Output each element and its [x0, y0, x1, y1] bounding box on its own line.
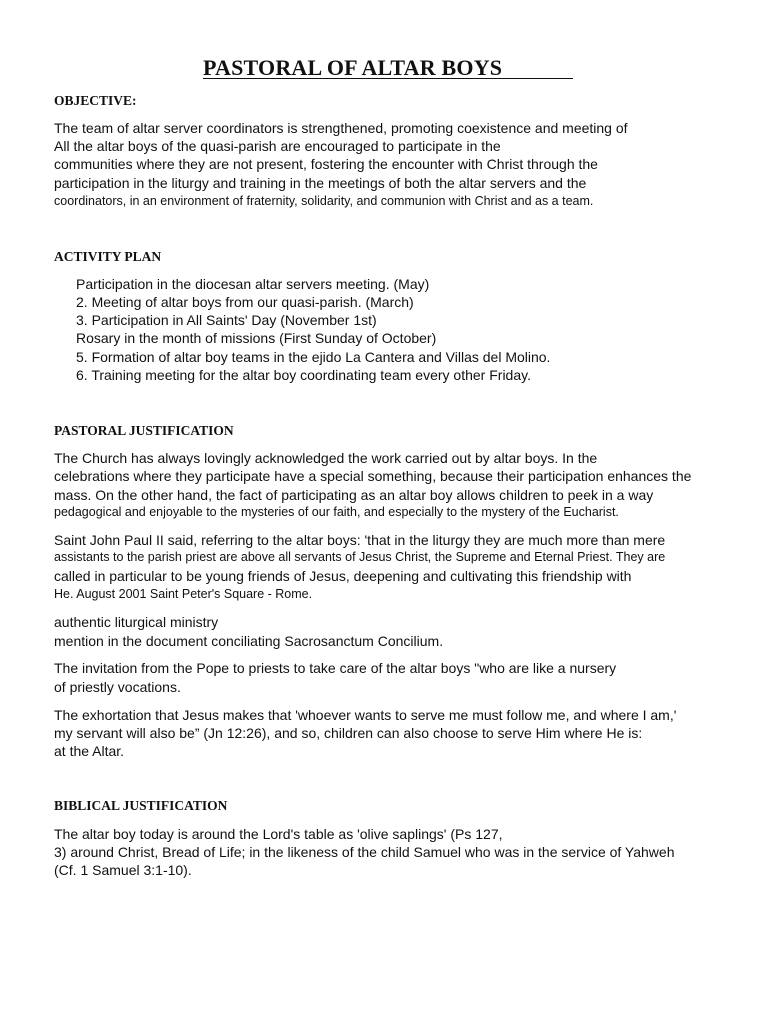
activity-item: 2. Meeting of altar boys from our quasi-parish. (March) [76, 294, 414, 310]
activity-item: 3. Participation in All Saints' Day (November 1st) [76, 312, 377, 328]
pastoral-line: Saint John Paul II said, referring to the altar boys: 'that in the liturgy they are much more than mere [54, 532, 666, 548]
pastoral-line: mass. On the other hand, the fact of participating as an altar boy allows children to peek in a way [54, 487, 654, 503]
pastoral-line: The exhortation that Jesus makes that 'whoever wants to serve me must follow me, and where I am,' [54, 707, 677, 723]
objective-line: All the altar boys of the quasi-parish are encouraged to participate in the [54, 138, 501, 154]
pastoral-line: He. August 2001 Saint Peter's Square - Rome. [54, 587, 313, 601]
objective-heading: OBJECTIVE: [54, 93, 137, 108]
objective-line: coordinators, in an environment of fraternity, solidarity, and communion with Christ and as a team. [54, 194, 594, 208]
objective-line: communities where they are not present, fostering the encounter with Christ through the [54, 156, 598, 172]
pastoral-line: celebrations where they participate have a special something, because their participation enhances the [54, 468, 692, 484]
biblical-line: The altar boy today is around the Lord's table as 'olive saplings' (Ps 127, [54, 826, 503, 842]
pastoral-line: of priestly vocations. [54, 679, 181, 695]
pastoral-line: The invitation from the Pope to priests to take care of the altar boys "who are like a nursery [54, 660, 617, 676]
pastoral-line: at the Altar. [54, 743, 125, 759]
pastoral-line: The Church has always lovingly acknowledged the work carried out by altar boys. In the [54, 450, 598, 466]
pastoral-line: called in particular to be young friends of Jesus, deepening and cultivating this friendship with [54, 568, 632, 584]
activity-item: Rosary in the month of missions (First Sunday of October) [76, 330, 437, 346]
pastoral-line: assistants to the parish priest are above all servants of Jesus Christ, the Supreme and Eternal Priest. They are [54, 550, 666, 564]
objective-line: The team of altar server coordinators is strengthened, promoting coexistence and meeting of [54, 120, 628, 136]
pastoral-line: authentic liturgical ministry [54, 614, 219, 630]
document-title: PASTORAL OF ALTAR BOYS [203, 55, 503, 80]
activity-item: Participation in the diocesan altar servers meeting. (May) [76, 276, 430, 292]
biblical-line: 3) around Christ, Bread of Life; in the likeness of the child Samuel who was in the service of Yahweh [54, 844, 675, 860]
biblical-justification-heading: BIBLICAL JUSTIFICATION [54, 798, 228, 813]
activity-item: 5. Formation of altar boy teams in the ejido La Cantera and Villas del Molino. [76, 349, 551, 365]
pastoral-line: my servant will also be” (Jn 12:26), and so, children can also choose to serve Him where He is: [54, 725, 643, 741]
biblical-line: (Cf. 1 Samuel 3:1-10). [54, 862, 192, 878]
pastoral-justification-heading: PASTORAL JUSTIFICATION [54, 423, 234, 438]
activity-plan-heading: ACTIVITY PLAN [54, 249, 162, 264]
title-underline [203, 78, 573, 79]
objective-line: participation in the liturgy and training in the meetings of both the altar servers and the [54, 175, 587, 191]
pastoral-line: pedagogical and enjoyable to the mysteries of our faith, and especially to the mystery of the Eucharist. [54, 505, 619, 519]
activity-item: 6. Training meeting for the altar boy coordinating team every other Friday. [76, 367, 531, 383]
pastoral-line: mention in the document conciliating Sacrosanctum Concilium. [54, 633, 444, 649]
